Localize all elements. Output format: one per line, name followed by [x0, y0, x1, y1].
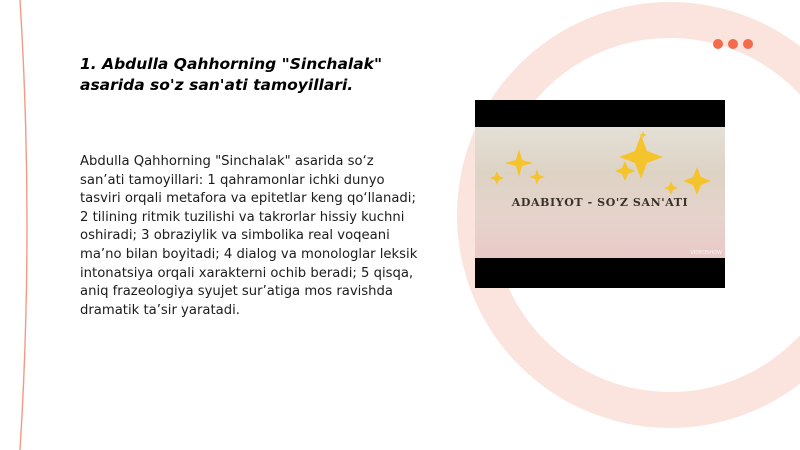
slide-title: 1. Abdulla Qahhorning "Sinchalak" asarida so'z san'ati tamoyillari.	[80, 55, 383, 94]
dot	[728, 39, 738, 49]
left-edge-line	[20, 0, 27, 450]
sparkle-icon	[490, 171, 504, 185]
video-watermark: VIDEOSHOW	[690, 250, 722, 256]
video-frame	[475, 127, 725, 258]
sparkle-icon	[664, 181, 678, 195]
sparkles	[475, 127, 725, 258]
sparkle-icon	[615, 161, 635, 181]
dot	[713, 39, 723, 49]
sparkle-icon	[683, 167, 711, 195]
video-thumbnail[interactable]	[475, 100, 725, 288]
sparkle-icon	[529, 169, 545, 185]
dot	[743, 39, 753, 49]
sparkle-icon	[505, 149, 533, 177]
slide-body: Abdulla Qahhorning "Sinchalak" asarida so‘z san’ati tamoyillari: 1 qahramonlar ichki dunyo tasviri orqali metafora va epitetlar keng qo‘llanadi; 2 tilining ritmik tuzilishi va takrorlar hissiy kuchni oshiradi; 3 obraziylik va simbolika real voqeani ma’no bilan boyitadi; 4 dialog va monologlar leksik intonatsiya orqali xarakterni ochib beradi; 5 qisqa, aniq frazeologiya syujet sur’atiga mos ravishda dramatik ta’sir yaratadi.	[80, 154, 418, 318]
menu-dots-icon[interactable]	[713, 39, 757, 49]
video-caption: ADABIYOT - SO'Z SAN'ATI	[511, 196, 689, 209]
